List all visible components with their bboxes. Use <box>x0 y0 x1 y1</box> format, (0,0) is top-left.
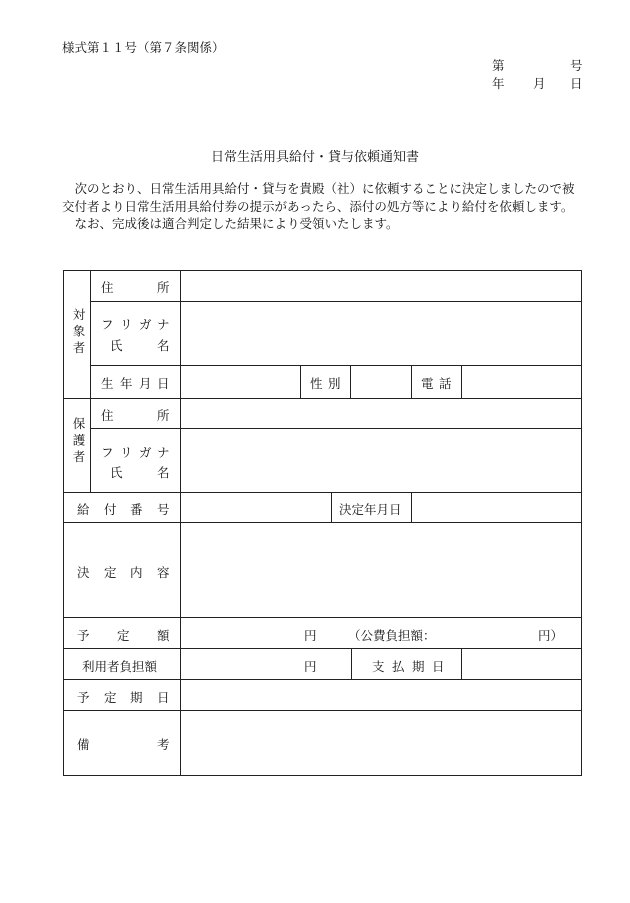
birthdate-field[interactable] <box>181 366 300 398</box>
planned-date-label-2: 定 <box>104 690 117 705</box>
decision-content-label-3: 内 <box>130 565 143 580</box>
subject-furigana-4: ナ <box>157 317 170 332</box>
decision-date-label: 決定年月日 <box>339 502 402 517</box>
payment-due-label-1: 支 <box>372 659 385 674</box>
gender-label-1: 性 <box>310 376 323 391</box>
document-title: 日常生活用具給付・貸与依頼通知書 <box>210 150 419 165</box>
payment-due-field[interactable] <box>462 649 581 679</box>
planned-date-label-1: 予 <box>77 690 90 705</box>
planned-amount-label-2: 定 <box>117 628 130 643</box>
birthdate-label-1: 生 <box>101 376 114 391</box>
planned-date-label-3: 期 <box>130 690 143 705</box>
public-burden-close: 円） <box>538 628 564 643</box>
guardian-address-label-1: 住 <box>101 408 114 423</box>
benefit-number-label-2: 付 <box>104 502 117 517</box>
planned-date-field[interactable] <box>181 680 581 710</box>
guardian-address-label-2: 所 <box>157 408 170 423</box>
subject-address-label-1: 住 <box>101 280 114 295</box>
subject-furigana-1: フ <box>101 317 114 332</box>
birthdate-label-4: 日 <box>157 376 170 391</box>
planned-date-label-4: 日 <box>157 690 170 705</box>
form-number: 様式第１１号（第７条関係） <box>62 40 225 55</box>
birthdate-label-2: 年 <box>120 376 133 391</box>
gender-label-2: 別 <box>328 376 341 391</box>
subject-group-label: 対象者 <box>71 308 86 358</box>
birthdate-label-3: 月 <box>139 376 152 391</box>
user-burden-label: 利用者負担額 <box>82 659 158 674</box>
benefit-number-label-4: 号 <box>157 502 170 517</box>
decision-content-label-1: 決 <box>77 565 90 580</box>
document-number-label: 第 <box>492 58 505 73</box>
subject-furigana-3: ガ <box>139 317 152 332</box>
subject-furigana-2: リ <box>120 317 133 332</box>
guardian-furigana-4: ナ <box>157 445 170 460</box>
guardian-name-label-1: 氏 <box>110 465 123 480</box>
guardian-furigana-3: ガ <box>139 445 152 460</box>
user-burden-yen: 円 <box>304 659 317 674</box>
payment-due-label-3: 期 <box>412 659 425 674</box>
body-paragraph-1: 次のとおり、日常生活用具給付・貸与を貴殿（社）に依頼することに決定しましたので被交付者より日常生活用具給付券の提示があったら、添付の処方等により給付を依頼します。 <box>62 181 575 214</box>
gender-field[interactable] <box>351 366 411 398</box>
phone-label-1: 電 <box>421 376 434 391</box>
public-burden-open: （公費負担額： <box>348 628 436 643</box>
guardian-furigana-1: フ <box>101 445 114 460</box>
subject-address-label-2: 所 <box>157 280 170 295</box>
subject-name-label-2: 名 <box>157 338 170 353</box>
benefit-number-label-3: 番 <box>130 502 143 517</box>
remarks-label-1: 備 <box>77 737 90 752</box>
planned-amount-label-3: 額 <box>157 628 170 643</box>
remarks-label-2: 考 <box>157 737 170 752</box>
benefit-number-field[interactable] <box>181 493 331 522</box>
subject-name-field[interactable] <box>181 302 581 365</box>
body-paragraph-2: なお、完成後は適合判定した結果により受領いたします。 <box>74 216 399 232</box>
decision-content-label-4: 容 <box>157 565 170 580</box>
subject-address-field[interactable] <box>181 271 581 301</box>
payment-due-label-2: 払 <box>392 659 405 674</box>
benefit-number-label-1: 給 <box>77 502 90 517</box>
date-day-label: 日 <box>570 76 583 91</box>
payment-due-label-4: 日 <box>432 659 445 674</box>
guardian-group-label: 保護者 <box>71 417 86 467</box>
decision-content-label-2: 定 <box>104 565 117 580</box>
guardian-furigana-2: リ <box>120 445 133 460</box>
guardian-name-field[interactable] <box>181 429 581 492</box>
guardian-address-field[interactable] <box>181 399 581 428</box>
decision-date-field[interactable] <box>412 493 581 522</box>
document-number-suffix: 号 <box>570 58 583 73</box>
decision-content-field[interactable] <box>181 523 581 617</box>
phone-label-2: 話 <box>439 376 452 391</box>
phone-field[interactable] <box>462 366 581 398</box>
subject-name-label-1: 氏 <box>110 338 123 353</box>
date-year-label: 年 <box>492 76 505 91</box>
remarks-field[interactable] <box>181 711 581 775</box>
date-month-label: 月 <box>533 76 546 91</box>
planned-amount-label-1: 予 <box>77 628 90 643</box>
planned-amount-yen: 円 <box>304 628 317 643</box>
guardian-name-label-2: 名 <box>157 465 170 480</box>
